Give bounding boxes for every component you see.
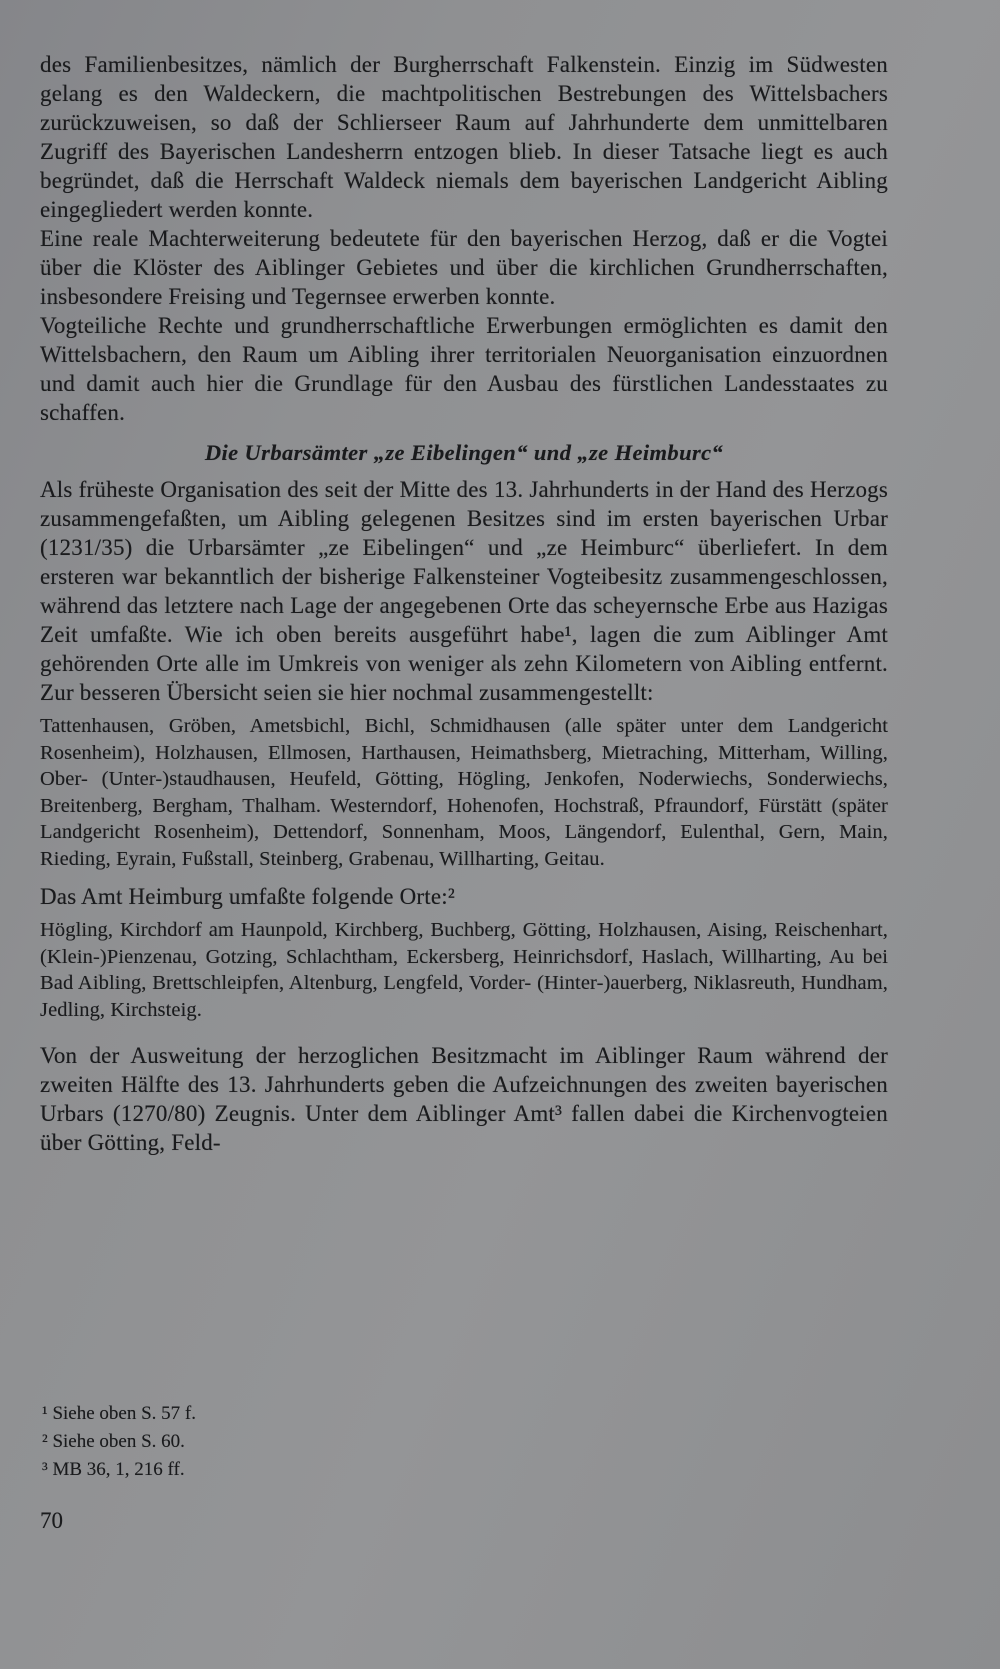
page-number: 70 — [40, 1508, 63, 1533]
paragraph-falkenstein: des Familienbesitzes, nämlich der Burgherrschaft Falkenstein. Einzig im Südwesten gelang es den Waldeckern, die machtpolitischen Bestrebungen des Wittelsbachers zurückzuweisen, so daß der Schlierseer Raum auf Jahrhunderte dem unmittelbaren Zugriff des Bayerischen Landesherrn entzogen blieb. In dieser Tatsache liegt es auch begründet, daß die Herrschaft Waldeck niemals dem bayerischen Landgericht Aibling eingegliedert werden konnte. — [40, 52, 888, 222]
footnote-1: ¹ Siehe oben S. 57 f. — [42, 1403, 196, 1424]
footnotes-block — [42, 1400, 196, 1484]
paragraph-ausweitung: Von der Ausweitung der herzoglichen Besitzmacht im Aiblinger Raum während der zweiten Hälfte des 13. Jahrhunderts geben die Aufzeichnungen des zweiten bayerischen Urbars (1270/80) Zeugnis. Unter dem Aiblinger Amt³ fallen dabei die Kirchenvogteien über Götting, Feld- — [40, 1043, 888, 1155]
line-amt-heimburg: Das Amt Heimburg umfaßte folgende Orte:² — [40, 884, 455, 909]
place-list-heimburg: Högling, Kirchdorf am Haunpold, Kirchberg, Buchberg, Götting, Holzhausen, Aising, Reischenhart, (Klein-)Pienzenau, Gotzing, Schlachtham, Eckersberg, Heinrichsdorf, Haslach, Willharting, Au bei Bad Aibling, Brettschleipfen, Altenburg, Lengfeld, Vorder- (Hinter-)auerberg, Niklasreuth, Hundham, Jedling, Kirchsteig. — [40, 919, 888, 1021]
footnote-2: ² Siehe oben S. 60. — [42, 1431, 185, 1452]
paragraph-urbar-organisation: Als früheste Organisation des seit der Mitte des 13. Jahrhunderts in der Hand des Herzogs zusammengefaßten, um Aibling gelegenen Besitzes sind im ersten bayerischen Urbar (1231/35) die Urbarsämter „ze Eibelingen“ und „ze Heimburc“ überliefert. In dem ersteren war bekanntlich der bisherige Falkensteiner Vogteibesitz zusammengeschlossen, während das letztere nach Lage der angegebenen Orte das scheyernsche Erbe aus Hazigas Zeit umfaßte. Wie ich oben bereits ausgeführt habe¹, lagen die zum Aiblinger Amt gehörenden Orte alle im Umkreis von weniger als zehn Kilometern von Aibling entfernt. Zur besseren Übersicht seien sie hier nochmal zusammengestellt: — [40, 477, 888, 705]
place-list-eibelingen: Tattenhausen, Gröben, Ametsbichl, Bichl, Schmidhausen (alle später unter dem Landgericht Rosenheim), Holzhausen, Ellmosen, Harthausen, Heimathsberg, Mietraching, Mitterham, Willing, Ober- (Unter-)staudhausen, Heufeld, Götting, Högling, Jenkofen, Noderwiechs, Sonderwiechs, Breitenberg, Bergham, Thalham. Westerndorf, Hohenofen, Hochstraß, Pfraundorf, Fürstätt (später Landgericht Rosenheim), Dettendorf, Sonnenham, Moos, Längendorf, Eulenthal, Gern, Main, Rieding, Eyrain, Fußstall, Steinberg, Grabenau, Willharting, Geitau. — [40, 715, 888, 870]
footnote-3: ³ MB 36, 1, 216 ff. — [42, 1459, 185, 1480]
paragraph-vogteiliche-rechte: Vogteiliche Rechte und grundherrschaftliche Erwerbungen ermöglichten es damit den Wittelsbachern, den Raum um Aibling ihrer territorialen Neuorganisation einzuordnen und damit auch hier die Grundlage für den Ausbau des fürstlichen Landesstaates zu schaffen. — [40, 313, 888, 425]
paragraph-machterweiterung: Eine reale Machterweiterung bedeutete für den bayerischen Herzog, daß er die Vogtei über die Klöster des Aiblinger Gebietes und über die kirchlichen Grundherrschaften, insbesondere Freising und Tegernsee erwerben konnte. — [40, 226, 888, 309]
section-heading-urbarsaemter: Die Urbarsämter „ze Eibelingen“ und „ze Heimburc“ — [204, 440, 724, 465]
page-body — [40, 50, 888, 1157]
